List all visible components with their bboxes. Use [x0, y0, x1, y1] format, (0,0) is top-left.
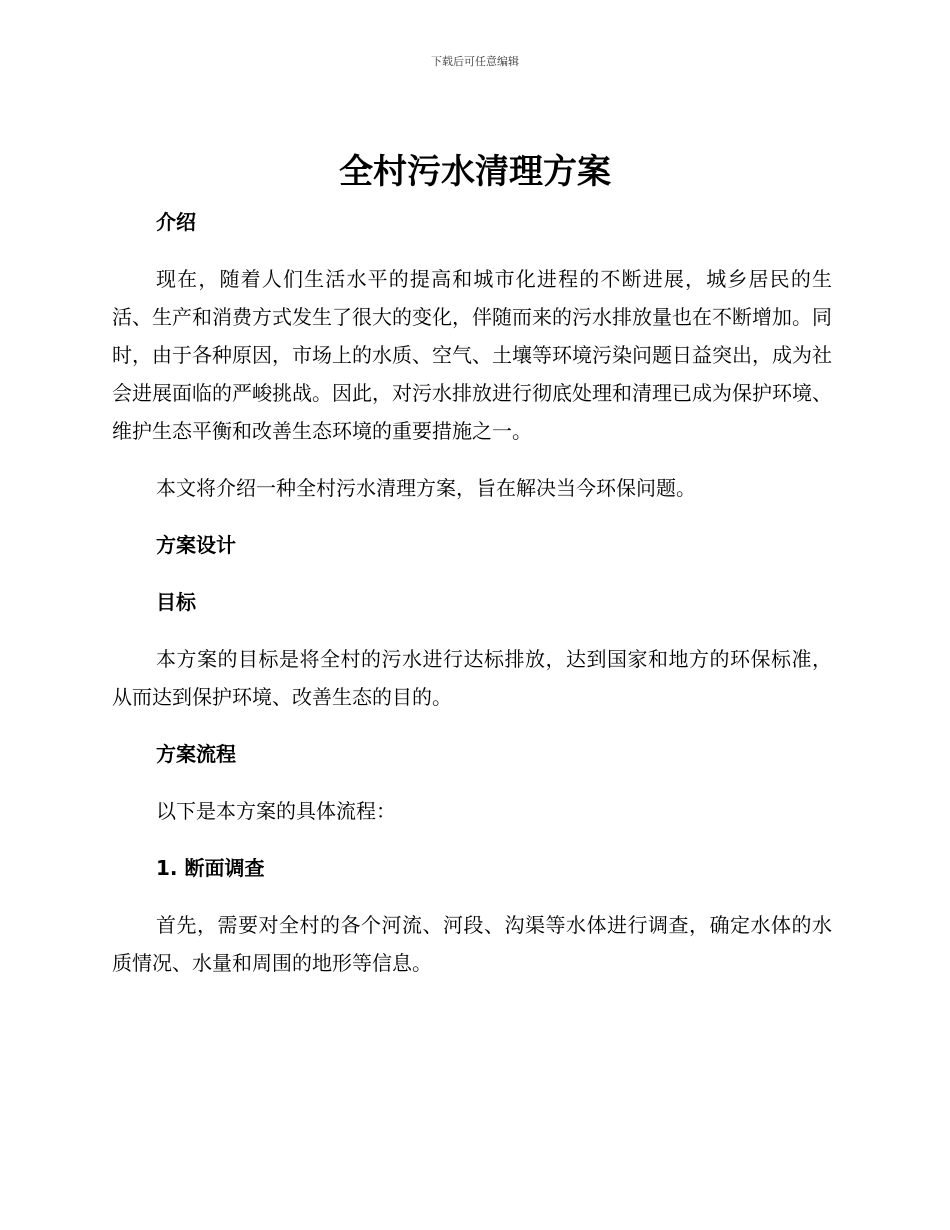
step-heading-1: 1. 断面调查: [156, 856, 265, 880]
header-note: 下载后可任意编辑: [431, 55, 519, 68]
document-title: 全村污水清理方案: [339, 152, 611, 192]
document-body: [112, 203, 832, 1001]
subsection-heading-process: 方案流程: [156, 742, 236, 766]
paragraph-step-1: 首先，需要对全村的各个河流、河段、沟渠等水体进行调查，确定水体的水质情况、水量和周围的地形等信息。: [112, 913, 832, 975]
paragraph-process-intro: 以下是本方案的具体流程：: [156, 799, 396, 823]
paragraph-goal: 本方案的目标是将全村的污水进行达标排放，达到国家和地方的环保标准，从而达到保护环境、改善生态的目的。: [112, 647, 832, 709]
subsection-heading-goal: 目标: [156, 590, 196, 614]
paragraph-intro-1: 现在，随着人们生活水平的提高和城市化进程的不断进展，城乡居民的生活、生产和消费方式发生了很大的变化，伴随而来的污水排放量也在不断增加。同时，由于各种原因，市场上的水质、空气、土壤等环境污染问题日益突出，成为社会进展面临的严峻挑战。因此，对污水排放进行彻底处理和清理已成为保护环境、维护生态平衡和改善生态环境的重要措施之一。: [112, 267, 832, 443]
section-heading-design: 方案设计: [156, 533, 236, 557]
paragraph-intro-2: 本文将介绍一种全村污水清理方案，旨在解决当今环保问题。: [156, 476, 696, 500]
section-heading-intro: 介绍: [156, 210, 196, 234]
